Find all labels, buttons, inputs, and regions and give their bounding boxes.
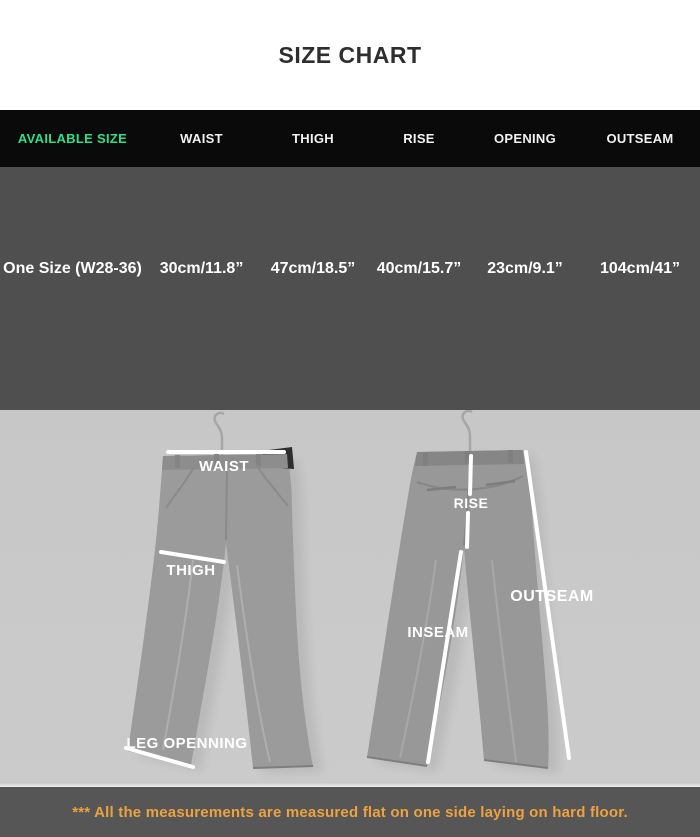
page-title: SIZE CHART <box>278 41 422 68</box>
rise-value: 40cm/15.7” <box>376 260 462 277</box>
leg-opening-label: LEG OPENNING <box>126 735 248 752</box>
column-header-outseam: OUTSEAM <box>606 131 674 146</box>
outseam-value: 104cm/41” <box>599 260 681 277</box>
pants-photo-svg <box>0 410 700 787</box>
column-header-thigh: THIGH <box>292 131 334 146</box>
floor-edge <box>0 782 700 787</box>
rise-measure-line-top <box>470 456 471 494</box>
title-section <box>0 0 700 110</box>
size-table-header <box>0 110 700 167</box>
thigh-value: 47cm/18.5” <box>270 260 356 277</box>
hanger-icon <box>463 411 472 454</box>
thigh-label: THIGH <box>166 562 216 579</box>
waist-label: WAIST <box>199 458 249 475</box>
waist-value: 30cm/11.8” <box>159 260 244 277</box>
hanger-icon <box>215 413 224 456</box>
column-header-rise: RISE <box>403 131 435 146</box>
column-header-waist: WAIST <box>180 131 223 146</box>
inseam-label: INSEAM <box>407 624 469 641</box>
rise-measure-line-bottom <box>467 513 468 547</box>
opening-value: 23cm/9.1” <box>487 260 563 277</box>
rise-label: RISE <box>453 495 489 511</box>
size-value: One Size (W28-36) <box>3 260 142 277</box>
measurement-diagram <box>0 410 700 787</box>
size-table-body <box>0 167 700 410</box>
outseam-label: OUTSEAM <box>510 588 594 605</box>
table-row <box>0 167 700 278</box>
column-header-available-size: AVAILABLE SIZE <box>17 131 128 146</box>
column-header-opening: OPENING <box>493 131 557 146</box>
footnote-bar <box>0 787 700 837</box>
footnote-text: *** All the measurements are measured flat on one side laying on hard floor. <box>72 803 628 821</box>
